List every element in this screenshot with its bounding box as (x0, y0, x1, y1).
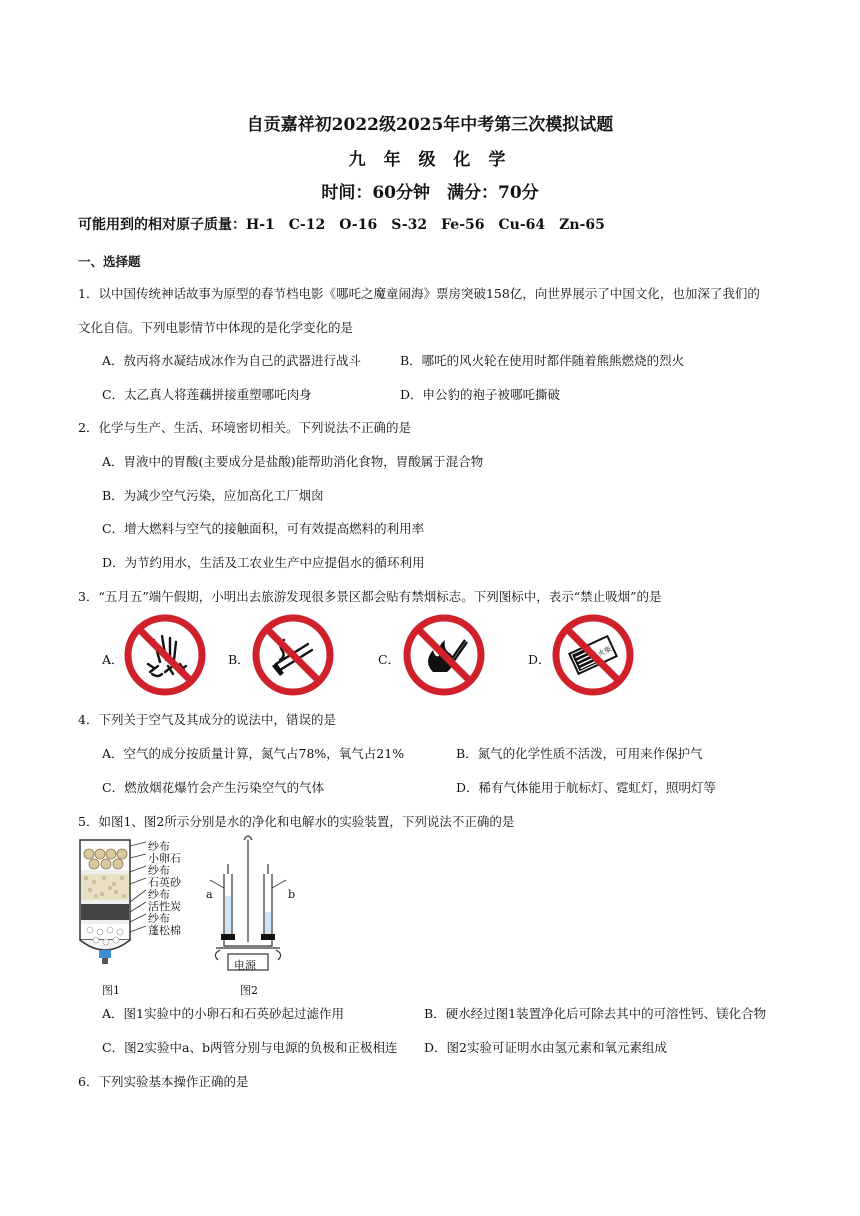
q6-stem: 6．下列实验基本操作正确的是 (78, 1074, 249, 1089)
q1-option-d: D．申公豹的袍子被哪吒撕破 (400, 387, 561, 402)
q2-stem: 2．化学与生产、生活、环境密切相关。下列说法不正确的是 (78, 420, 411, 435)
q5-option-d: D．图2实验可证明水由氢元素和氧元素组成 (424, 1040, 667, 1055)
fig2-label-b: b (288, 888, 296, 901)
q2-option-b: B．为减少空气污染，应加高化工厂烟囱 (102, 488, 324, 503)
q3-label-b: B． (228, 652, 250, 667)
atomic-masses: 可能用到的相对原子质量：H-1 C-12 O-16 S-32 Fe-56 Cu-64 Zn-65 (78, 217, 605, 233)
q3-stem: 3．“五月五”端午假期，小明出去旅游发现很多景区都会贴有禁烟标志。下列图标中，表示“禁止吸烟”的是 (78, 589, 662, 604)
fig1-label-6: 活性炭 (148, 900, 181, 913)
fig1-label-4: 石英砂 (148, 876, 181, 889)
fig1-caption: 图1 (102, 984, 120, 997)
q1-stem-line1: 1．以中国传统神话故事为原型的春节档电影《哪吒之魔童闹海》票房突破158亿，向世界展示了中国文化，也加深了我们的 (78, 286, 760, 301)
fig1-label-5: 纱布 (148, 888, 170, 901)
q5-option-b: B．硬水经过图1装置净化后可除去其中的可溶性钙、镁化合物 (424, 1006, 767, 1021)
no-smoking-icon (252, 614, 334, 696)
q1-stem-line2: 文化自信。下列电影情节中体现的是化学变化的是 (78, 320, 354, 335)
no-fireworks-icon (124, 614, 206, 696)
q2-option-d: D．为节约用水，生活及工农业生产中应提倡水的循环利用 (102, 555, 425, 570)
no-open-flame-icon (403, 614, 485, 696)
fig1-label-7: 纱布 (148, 912, 170, 925)
fig1-label-1: 纱布 (148, 840, 170, 853)
q5-stem: 5．如图1、图2所示分别是水的净化和电解水的实验装置，下列说法不正确的是 (78, 814, 515, 829)
fig1-label-3: 纱布 (148, 864, 170, 877)
q1-option-c: C．太乙真人将莲藕拼接重塑哪吒肉身 (102, 387, 312, 402)
q4-stem: 4．下列关于空气及其成分的说法中，错误的是 (78, 712, 336, 727)
fig1-label-8: 蓬松棉 (148, 924, 181, 937)
exam-subject: 九 年 级 化 学 (348, 150, 512, 170)
q3-label-d: D． (528, 652, 551, 667)
q4-option-c: C．燃放烟花爆竹会产生污染空气的气体 (102, 780, 325, 795)
q4-option-a: A．空气的成分按质量计算，氮气占78%，氧气占21% (102, 746, 405, 761)
fig2-label-a: a (206, 888, 213, 901)
q3-label-a: A． (102, 652, 124, 667)
fig1-label-2: 小卵石 (148, 852, 181, 865)
q5-option-c: C．图2实验中a、b两管分别与电源的负极和正极相连 (102, 1040, 398, 1055)
q5-option-a: A．图1实验中的小卵石和石英砂起过滤作用 (102, 1006, 344, 1021)
section-title: 一、选择题 (78, 254, 141, 269)
fig2-power-label: 电源 (234, 959, 256, 972)
q1-option-b: B．哪吒的风火轮在使用时都伴随着熊熊燃烧的烈火 (400, 353, 685, 368)
q4-option-b: B．氮气的化学性质不活泼，可用来作保护气 (456, 746, 703, 761)
q1-option-a: A．敖丙将水凝结成冰作为自己的武器进行战斗 (102, 353, 362, 368)
fig2-caption: 图2 (240, 984, 258, 997)
q3-label-c: C． (378, 652, 401, 667)
q2-option-c: C．增大燃料与空气的接触面积，可有效提高燃料的利用率 (102, 521, 425, 536)
exam-time-score: 时间：60分钟 满分：70分 (321, 183, 539, 203)
matchbox-text: 火柴 (596, 645, 613, 659)
exam-title: 自贡嘉祥初2022级2025年中考第三次模拟试题 (246, 115, 614, 135)
q4-option-d: D．稀有气体能用于航标灯、霓虹灯，照明灯等 (456, 780, 717, 795)
q2-option-a: A．胃液中的胃酸(主要成分是盐酸)能帮助消化食物，胃酸属于混合物 (102, 454, 484, 469)
no-matches-icon (552, 614, 634, 696)
